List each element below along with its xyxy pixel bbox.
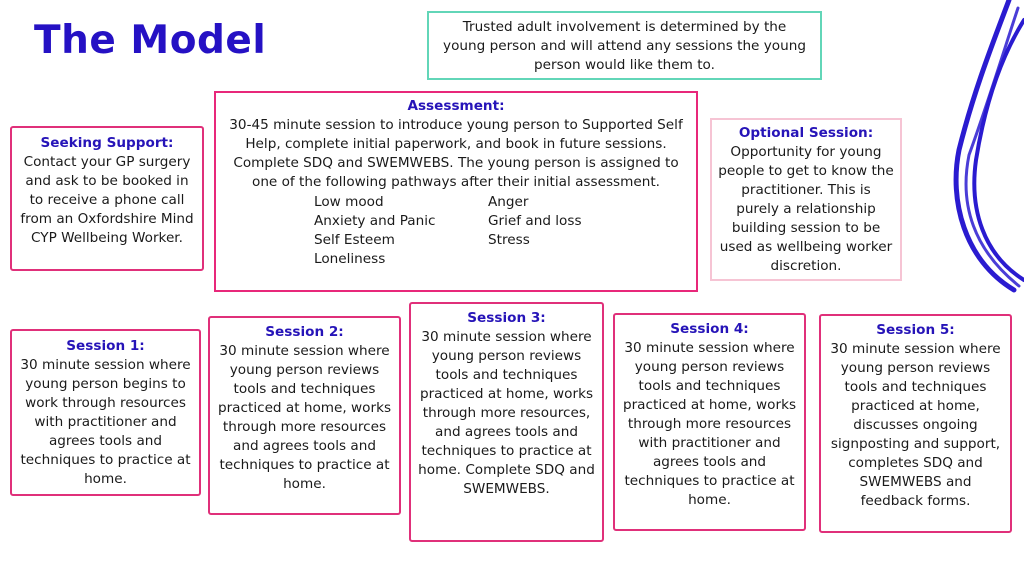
session-3-body: 30 minute session where young person reviews tools and techniques practiced at home, works through more resources, and agrees tools and techniques to practice at home. Complete SDQ and SWEMWEBS. xyxy=(418,329,595,497)
trusted-adult-text: Trusted adult involvement is determined by the young person and will attend any sessions the young person would like them to. xyxy=(443,19,806,73)
pathway-list-right xyxy=(488,193,598,269)
pathway-item: Anxiety and Panic xyxy=(314,213,436,229)
session-2-body: 30 minute session where young person reviews tools and techniques practiced at home, works through more resources and agrees tools and techniques to practice at home. xyxy=(217,343,392,492)
pathway-item: Stress xyxy=(488,232,530,248)
session-5-body: 30 minute session where young person reviews tools and techniques practiced at home, discusses ongoing signposting and support, completes SDQ and SWEMWEBS and feedback forms. xyxy=(830,341,1001,509)
pathway-item: Loneliness xyxy=(314,251,386,267)
assessment-box xyxy=(214,91,698,292)
optional-session-box xyxy=(710,118,902,281)
session-4-body: 30 minute session where young person reviews tools and techniques practiced at home, works through more resources with practitioner and agrees tools and techniques to practice at home. xyxy=(622,340,797,508)
session-5-box xyxy=(819,314,1012,533)
pathway-item: Anger xyxy=(488,194,529,210)
trusted-adult-note xyxy=(427,11,822,80)
session-4-heading: Session 4: xyxy=(670,321,749,337)
decorative-scribble xyxy=(914,0,1024,300)
assessment-body: 30-45 minute session to introduce young person to Supported Self Help, complete initial paperwork, and book in future sessions. Complete SDQ and SWEMWEBS. The young person is assigned to one of the following pathways after their initial assessment. xyxy=(229,117,683,190)
session-2-heading: Session 2: xyxy=(265,324,344,340)
pathway-item: Grief and loss xyxy=(488,213,582,229)
pathway-list-left xyxy=(314,193,464,269)
session-3-heading: Session 3: xyxy=(467,310,546,326)
session-1-box xyxy=(10,329,201,496)
seeking-support-body: Contact your GP surgery and ask to be booked in to receive a phone call from an Oxfordshire Mind CYP Wellbeing Worker. xyxy=(20,154,194,246)
session-5-heading: Session 5: xyxy=(876,322,955,338)
optional-session-body: Opportunity for young people to get to know the practitioner. This is purely a relationship building session to be used as wellbeing worker discretion. xyxy=(718,144,894,274)
session-3-box xyxy=(409,302,604,542)
seeking-support-heading: Seeking Support: xyxy=(40,135,174,151)
session-2-box xyxy=(208,316,401,515)
session-1-heading: Session 1: xyxy=(66,338,145,354)
pathway-item: Self Esteem xyxy=(314,232,395,248)
assessment-heading: Assessment: xyxy=(407,98,505,114)
session-4-box xyxy=(613,313,806,531)
pathway-item: Low mood xyxy=(314,194,384,210)
optional-session-heading: Optional Session: xyxy=(738,125,874,141)
pathway-lists xyxy=(226,193,686,269)
page-title: The Model xyxy=(34,18,267,63)
session-1-body: 30 minute session where young person begins to work through resources with practitioner and agrees tools and techniques to practice at home. xyxy=(20,357,191,487)
seeking-support-box xyxy=(10,126,204,271)
